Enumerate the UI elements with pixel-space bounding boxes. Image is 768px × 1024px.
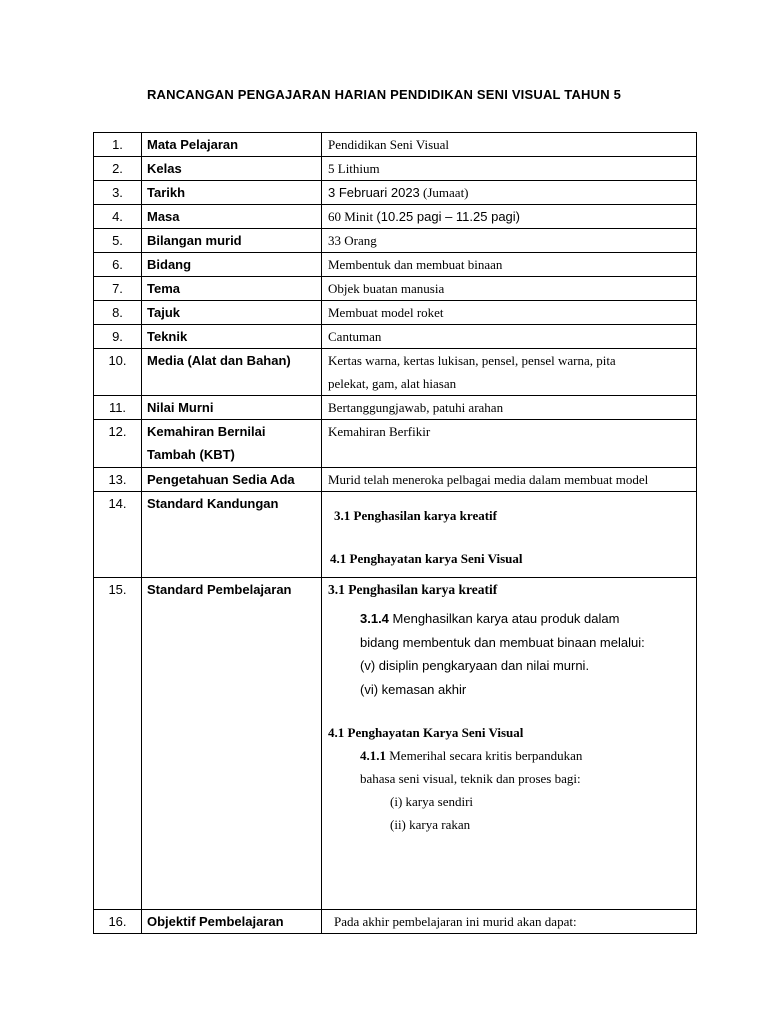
row-number: 7.: [94, 277, 142, 301]
row-label: Standard Pembelajaran: [142, 578, 322, 910]
label-line: Tambah (KBT): [147, 447, 235, 462]
row-label: Tajuk: [142, 301, 322, 325]
label-line: Kemahiran Bernilai: [147, 424, 266, 439]
row-number: 12.: [94, 420, 142, 468]
row-label: Tema: [142, 277, 322, 301]
standard-code: 3.1.4: [360, 611, 389, 626]
row-number: 15.: [94, 578, 142, 910]
table-row: [94, 468, 697, 492]
row-value: 33 Orang: [322, 229, 697, 253]
row-value: [322, 578, 697, 910]
row-number: 9.: [94, 325, 142, 349]
standard-text: Menghasilkan karya atau produk dalam: [388, 611, 620, 626]
learning-standard-sub: [328, 744, 696, 836]
table-row: [94, 205, 697, 229]
table-row: [94, 349, 697, 396]
row-label: Tarikh: [142, 181, 322, 205]
table-row: [94, 253, 697, 277]
table-row: [94, 157, 697, 181]
standard-text: Memerihal secara kritis berpandukan: [386, 748, 583, 763]
row-number: 4.: [94, 205, 142, 229]
row-number: 11.: [94, 396, 142, 420]
row-label: Kelas: [142, 157, 322, 181]
lesson-plan-table: [93, 132, 697, 934]
row-value: Membentuk dan membuat binaan: [322, 253, 697, 277]
row-value: [322, 492, 697, 578]
row-number: 14.: [94, 492, 142, 578]
row-label: Bilangan murid: [142, 229, 322, 253]
row-label: Masa: [142, 205, 322, 229]
standard-text-line: bahasa seni visual, teknik dan proses bagi:: [360, 771, 581, 786]
row-label: Media (Alat dan Bahan): [142, 349, 322, 396]
learning-standard-sub: [328, 607, 696, 701]
table-row: [94, 396, 697, 420]
table-row: [94, 420, 697, 468]
row-value: [322, 349, 697, 396]
row-value: Kemahiran Berfikir: [322, 420, 697, 468]
standard-text-line: (vi) kemasan akhir: [360, 681, 467, 697]
table-row: [94, 910, 697, 934]
table-row: [94, 133, 697, 157]
row-label: Bidang: [142, 253, 322, 277]
row-label: Mata Pelajaran: [142, 133, 322, 157]
row-number: 5.: [94, 229, 142, 253]
row-value: Bertanggungjawab, patuhi arahan: [322, 396, 697, 420]
row-label: Teknik: [142, 325, 322, 349]
table-row: [94, 492, 697, 578]
standard-text-line: (i) karya sendiri: [390, 794, 474, 809]
row-label: Nilai Murni: [142, 396, 322, 420]
date-value: 3 Februari 2023: [328, 185, 420, 200]
row-value: Pada akhir pembelajaran ini murid akan dapat:: [322, 910, 697, 934]
table-row: [94, 578, 697, 910]
row-label: Standard Kandungan: [142, 492, 322, 578]
duration-value: 60 Minit: [328, 209, 377, 224]
document-title: RANCANGAN PENGAJARAN HARIAN PENDIDIKAN SENI VISUAL TAHUN 5: [146, 87, 622, 102]
row-number: 8.: [94, 301, 142, 325]
row-number: 1.: [94, 133, 142, 157]
value-line: Kertas warna, kertas lukisan, pensel, pensel warna, pita: [328, 353, 616, 368]
row-number: 2.: [94, 157, 142, 181]
row-value: Pendidikan Seni Visual: [322, 133, 697, 157]
standard-text-line: bidang membentuk dan membuat binaan melalui:: [360, 634, 645, 650]
table-row: [94, 181, 697, 205]
standard-item: 3.1 Penghasilan karya kreatif: [334, 508, 497, 523]
table-row: [94, 277, 697, 301]
row-value: Murid telah meneroka pelbagai media dalam membuat model: [322, 468, 697, 492]
row-value: Cantuman: [322, 325, 697, 349]
row-value: 5 Lithium: [322, 157, 697, 181]
learning-standard-heading: 4.1 Penghayatan Karya Seni Visual: [328, 725, 524, 740]
learning-standard-heading: 3.1 Penghasilan karya kreatif: [328, 582, 498, 597]
row-number: 6.: [94, 253, 142, 277]
table-row: [94, 229, 697, 253]
row-label: Objektif Pembelajaran: [142, 910, 322, 934]
day-value: (Jumaat): [419, 185, 469, 200]
table-row: [94, 301, 697, 325]
standard-text-line: (ii) karya rakan: [390, 817, 471, 832]
row-number: 16.: [94, 910, 142, 934]
table-row: [94, 325, 697, 349]
standard-code: 4.1.1: [360, 748, 386, 763]
row-value: [322, 181, 697, 205]
row-label: Pengetahuan Sedia Ada: [142, 468, 322, 492]
row-value: Membuat model roket: [322, 301, 697, 325]
time-range-value: (10.25 pagi – 11.25 pagi): [376, 209, 520, 224]
row-number: 10.: [94, 349, 142, 396]
value-line: pelekat, gam, alat hiasan: [328, 376, 457, 391]
row-number: 3.: [94, 181, 142, 205]
row-value: Objek buatan manusia: [322, 277, 697, 301]
row-value: [322, 205, 697, 229]
row-label: [142, 420, 322, 468]
row-number: 13.: [94, 468, 142, 492]
standard-text-line: (v) disiplin pengkaryaan dan nilai murni.: [360, 658, 590, 673]
standard-item: 4.1 Penghayatan karya Seni Visual: [330, 551, 523, 566]
